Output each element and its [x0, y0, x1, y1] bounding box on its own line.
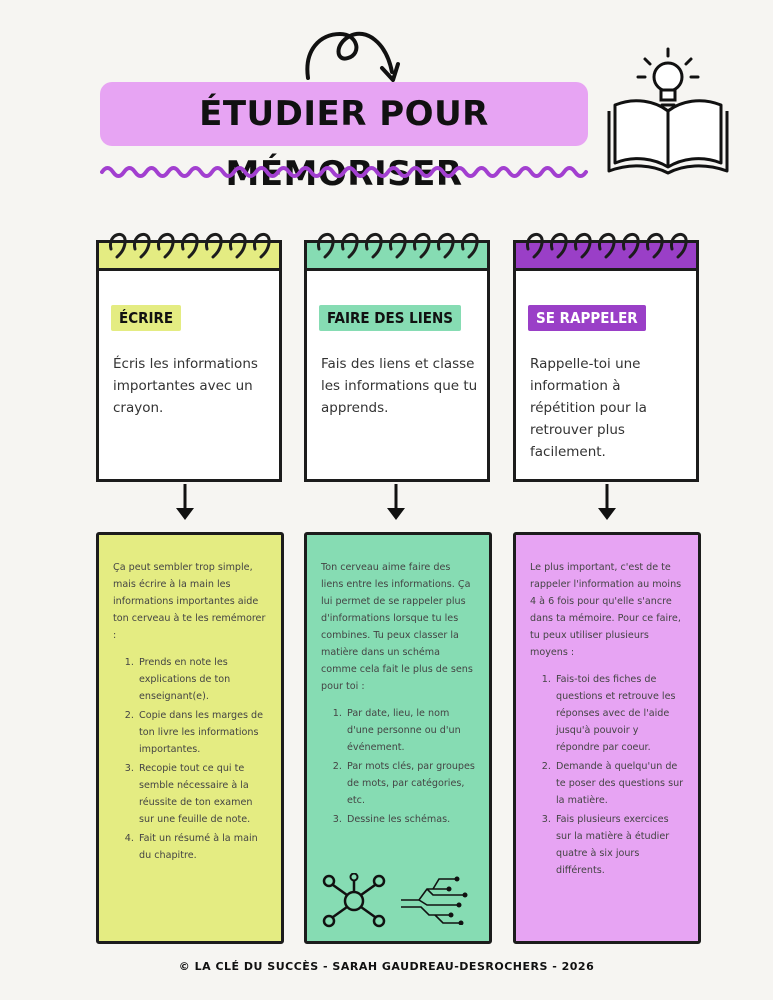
detail-se-rappeler	[513, 532, 701, 944]
detail-ecrire	[96, 532, 284, 944]
page-title: ÉTUDIER POUR MÉMORISER	[199, 94, 489, 194]
card-label: FAIRE DES LIENS	[319, 305, 461, 331]
card-text: Rappelle-toi une information à répétition pour la retrouver plus facilement.	[530, 356, 647, 460]
spiral-ring	[182, 234, 197, 257]
open-book-lightbulb-icon	[605, 45, 735, 180]
detail-list	[530, 671, 684, 879]
card-label: ÉCRIRE	[111, 305, 181, 331]
detail-intro: Ton cerveau aime faire des liens entre les informations. Ça lui permet de se rappeler plus d'informations lorsque tu les combines. Tu peux classer la matière dans un schéma comme cela fait le plus de sens pour toi :	[321, 562, 473, 692]
spiral-ring	[671, 234, 686, 257]
list-item: 3. Recopie tout ce qui te semble nécessaire à la réussite de ton examen sur une feuille de note.	[137, 760, 267, 828]
spiral-rings-icon	[522, 227, 698, 263]
spiral-ring	[254, 234, 269, 257]
down-arrow-icon	[384, 484, 408, 524]
spiral-ring	[134, 234, 149, 257]
card-ecrire	[96, 240, 282, 482]
detail-list	[321, 705, 475, 828]
card-text: Écris les informations importantes avec un crayon.	[113, 356, 258, 416]
spiral-ring	[527, 234, 542, 257]
list-item: 1. Prends en note les explications de ton enseignant(e).	[137, 654, 267, 705]
list-item: 2. Demande à quelqu'un de te poser des questions sur la matière.	[554, 758, 684, 809]
detail-list	[113, 654, 267, 864]
list-item: 1. Fais-toi des fiches de questions et retrouve les réponses avec de l'aide jusqu'à pouvoir y répondre par coeur.	[554, 671, 684, 756]
spiral-ring	[366, 234, 381, 257]
list-item: 3. Dessine les schémas.	[345, 811, 475, 828]
detail-intro: Ça peut sembler trop simple, mais écrire à la main les informations importantes aide ton cerveau à te les remémorer :	[113, 562, 266, 641]
swirl-arrow-icon	[300, 20, 410, 90]
spiral-ring	[414, 234, 429, 257]
spiral-ring	[462, 234, 477, 257]
spiral-ring	[158, 234, 173, 257]
spiral-ring	[623, 234, 638, 257]
spiral-ring	[230, 234, 245, 257]
decorative-wave	[100, 160, 590, 184]
spiral-ring	[110, 234, 125, 257]
detail-intro: Le plus important, c'est de te rappeler l'information au moins 4 à 6 fois pour qu'elle s'ancre dans ta mémoire. Pour ce faire, tu peux utiliser plusieurs moyens :	[530, 562, 682, 658]
circuit-icon	[399, 875, 469, 925]
spiral-ring	[575, 234, 590, 257]
spiral-ring	[647, 234, 662, 257]
list-item: 2. Copie dans les marges de ton livre les informations importantes.	[137, 707, 267, 758]
spiral-ring	[438, 234, 453, 257]
list-item: 2. Par mots clés, par groupes de mots, par catégories, etc.	[345, 758, 475, 809]
card-label: SE RAPPELER	[528, 305, 646, 331]
list-item: 4. Fait un résumé à la main du chapitre.	[137, 830, 267, 864]
card-se-rappeler	[513, 240, 699, 482]
list-item: 3. Fais plusieurs exercices sur la matière à étudier quatre à six jours différents.	[554, 811, 684, 879]
card-text: Fais des liens et classe les informations que tu apprends.	[321, 356, 478, 416]
spiral-ring	[599, 234, 614, 257]
detail-faire-des-liens	[304, 532, 492, 944]
network-hub-icon	[321, 873, 387, 929]
spiral-ring	[342, 234, 357, 257]
card-faire-des-liens	[304, 240, 490, 482]
spiral-ring	[206, 234, 221, 257]
down-arrow-icon	[595, 484, 619, 524]
footer-credit: © LA CLÉ DU SUCCÈS - SARAH GAUDREAU-DESROCHERS - 2026	[178, 960, 595, 973]
spiral-ring	[318, 234, 333, 257]
spiral-ring	[390, 234, 405, 257]
spiral-rings-icon	[105, 227, 281, 263]
spiral-ring	[551, 234, 566, 257]
down-arrow-icon	[173, 484, 197, 524]
spiral-rings-icon	[313, 227, 489, 263]
list-item: 1. Par date, lieu, le nom d'une personne ou d'un événement.	[345, 705, 475, 756]
